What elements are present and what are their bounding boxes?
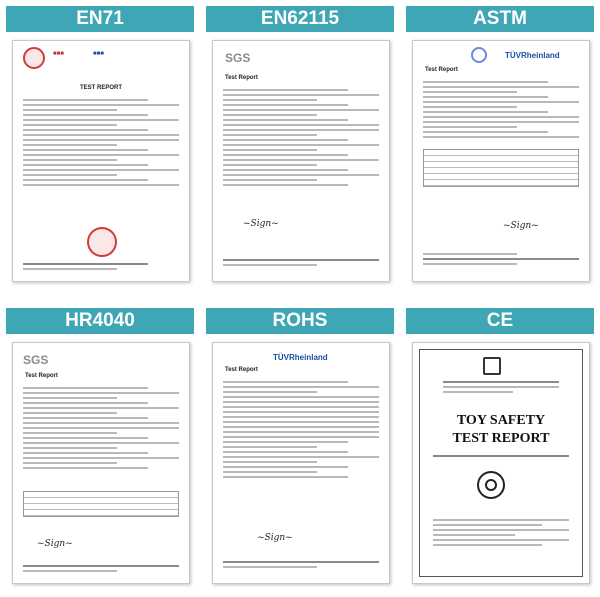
banner-en71: EN71 xyxy=(6,6,194,32)
sgs-logo: SGS xyxy=(23,353,49,367)
doc-title: Test Report xyxy=(225,367,258,373)
results-table xyxy=(23,491,179,517)
tuv-logo: TÜVRheinland xyxy=(505,51,560,60)
ma-stamp-icon xyxy=(23,47,45,69)
tile-astm xyxy=(406,6,594,290)
tile-ce xyxy=(406,308,594,592)
text-lines xyxy=(23,387,179,472)
doc-title: Test Report xyxy=(425,67,458,73)
ce-emblem-icon xyxy=(477,471,505,499)
signature: ~Sign~ xyxy=(37,539,73,549)
tile-hr4040 xyxy=(6,308,194,592)
text-lines xyxy=(423,81,579,141)
signature: ~Sign~ xyxy=(503,221,539,231)
banner-hr4040: HR4040 xyxy=(6,308,194,334)
ce-heading-1: TOY SAFETY xyxy=(456,413,546,428)
doc-title: Test Report xyxy=(225,75,258,81)
tile-en71 xyxy=(6,6,194,290)
results-table xyxy=(423,149,579,187)
document-astm xyxy=(412,40,590,282)
banner-astm: ASTM xyxy=(406,6,594,32)
tile-rohs xyxy=(206,308,394,592)
document-hr4040 xyxy=(12,342,190,584)
banner-en62115: EN62115 xyxy=(206,6,394,32)
document-en71 xyxy=(12,40,190,282)
document-ce xyxy=(412,342,590,584)
document-en62115 xyxy=(212,40,390,282)
sgs-logo: SGS xyxy=(225,51,251,65)
official-seal-icon xyxy=(87,227,117,257)
ce-heading-2: TEST REPORT xyxy=(452,431,550,446)
cnas-logo-icon: ■■■ xyxy=(53,51,64,57)
cts-logo-icon xyxy=(483,357,501,375)
tile-en62115 xyxy=(206,6,394,290)
tuv-logo: TÜVRheinland xyxy=(273,353,328,362)
banner-rohs: ROHS xyxy=(206,308,394,334)
text-lines xyxy=(23,99,179,189)
signature: ~Sign~ xyxy=(257,533,293,543)
accreditation-logo-icon xyxy=(471,47,487,63)
document-rohs xyxy=(212,342,390,584)
signature: ~Sign~ xyxy=(243,219,279,229)
doc-title: Test Report xyxy=(25,373,58,379)
ilac-logo-icon: ■■■ xyxy=(93,51,104,57)
doc-title: TEST REPORT xyxy=(79,85,122,91)
text-lines xyxy=(223,381,379,481)
banner-ce: CE xyxy=(406,308,594,334)
text-lines xyxy=(223,89,379,189)
